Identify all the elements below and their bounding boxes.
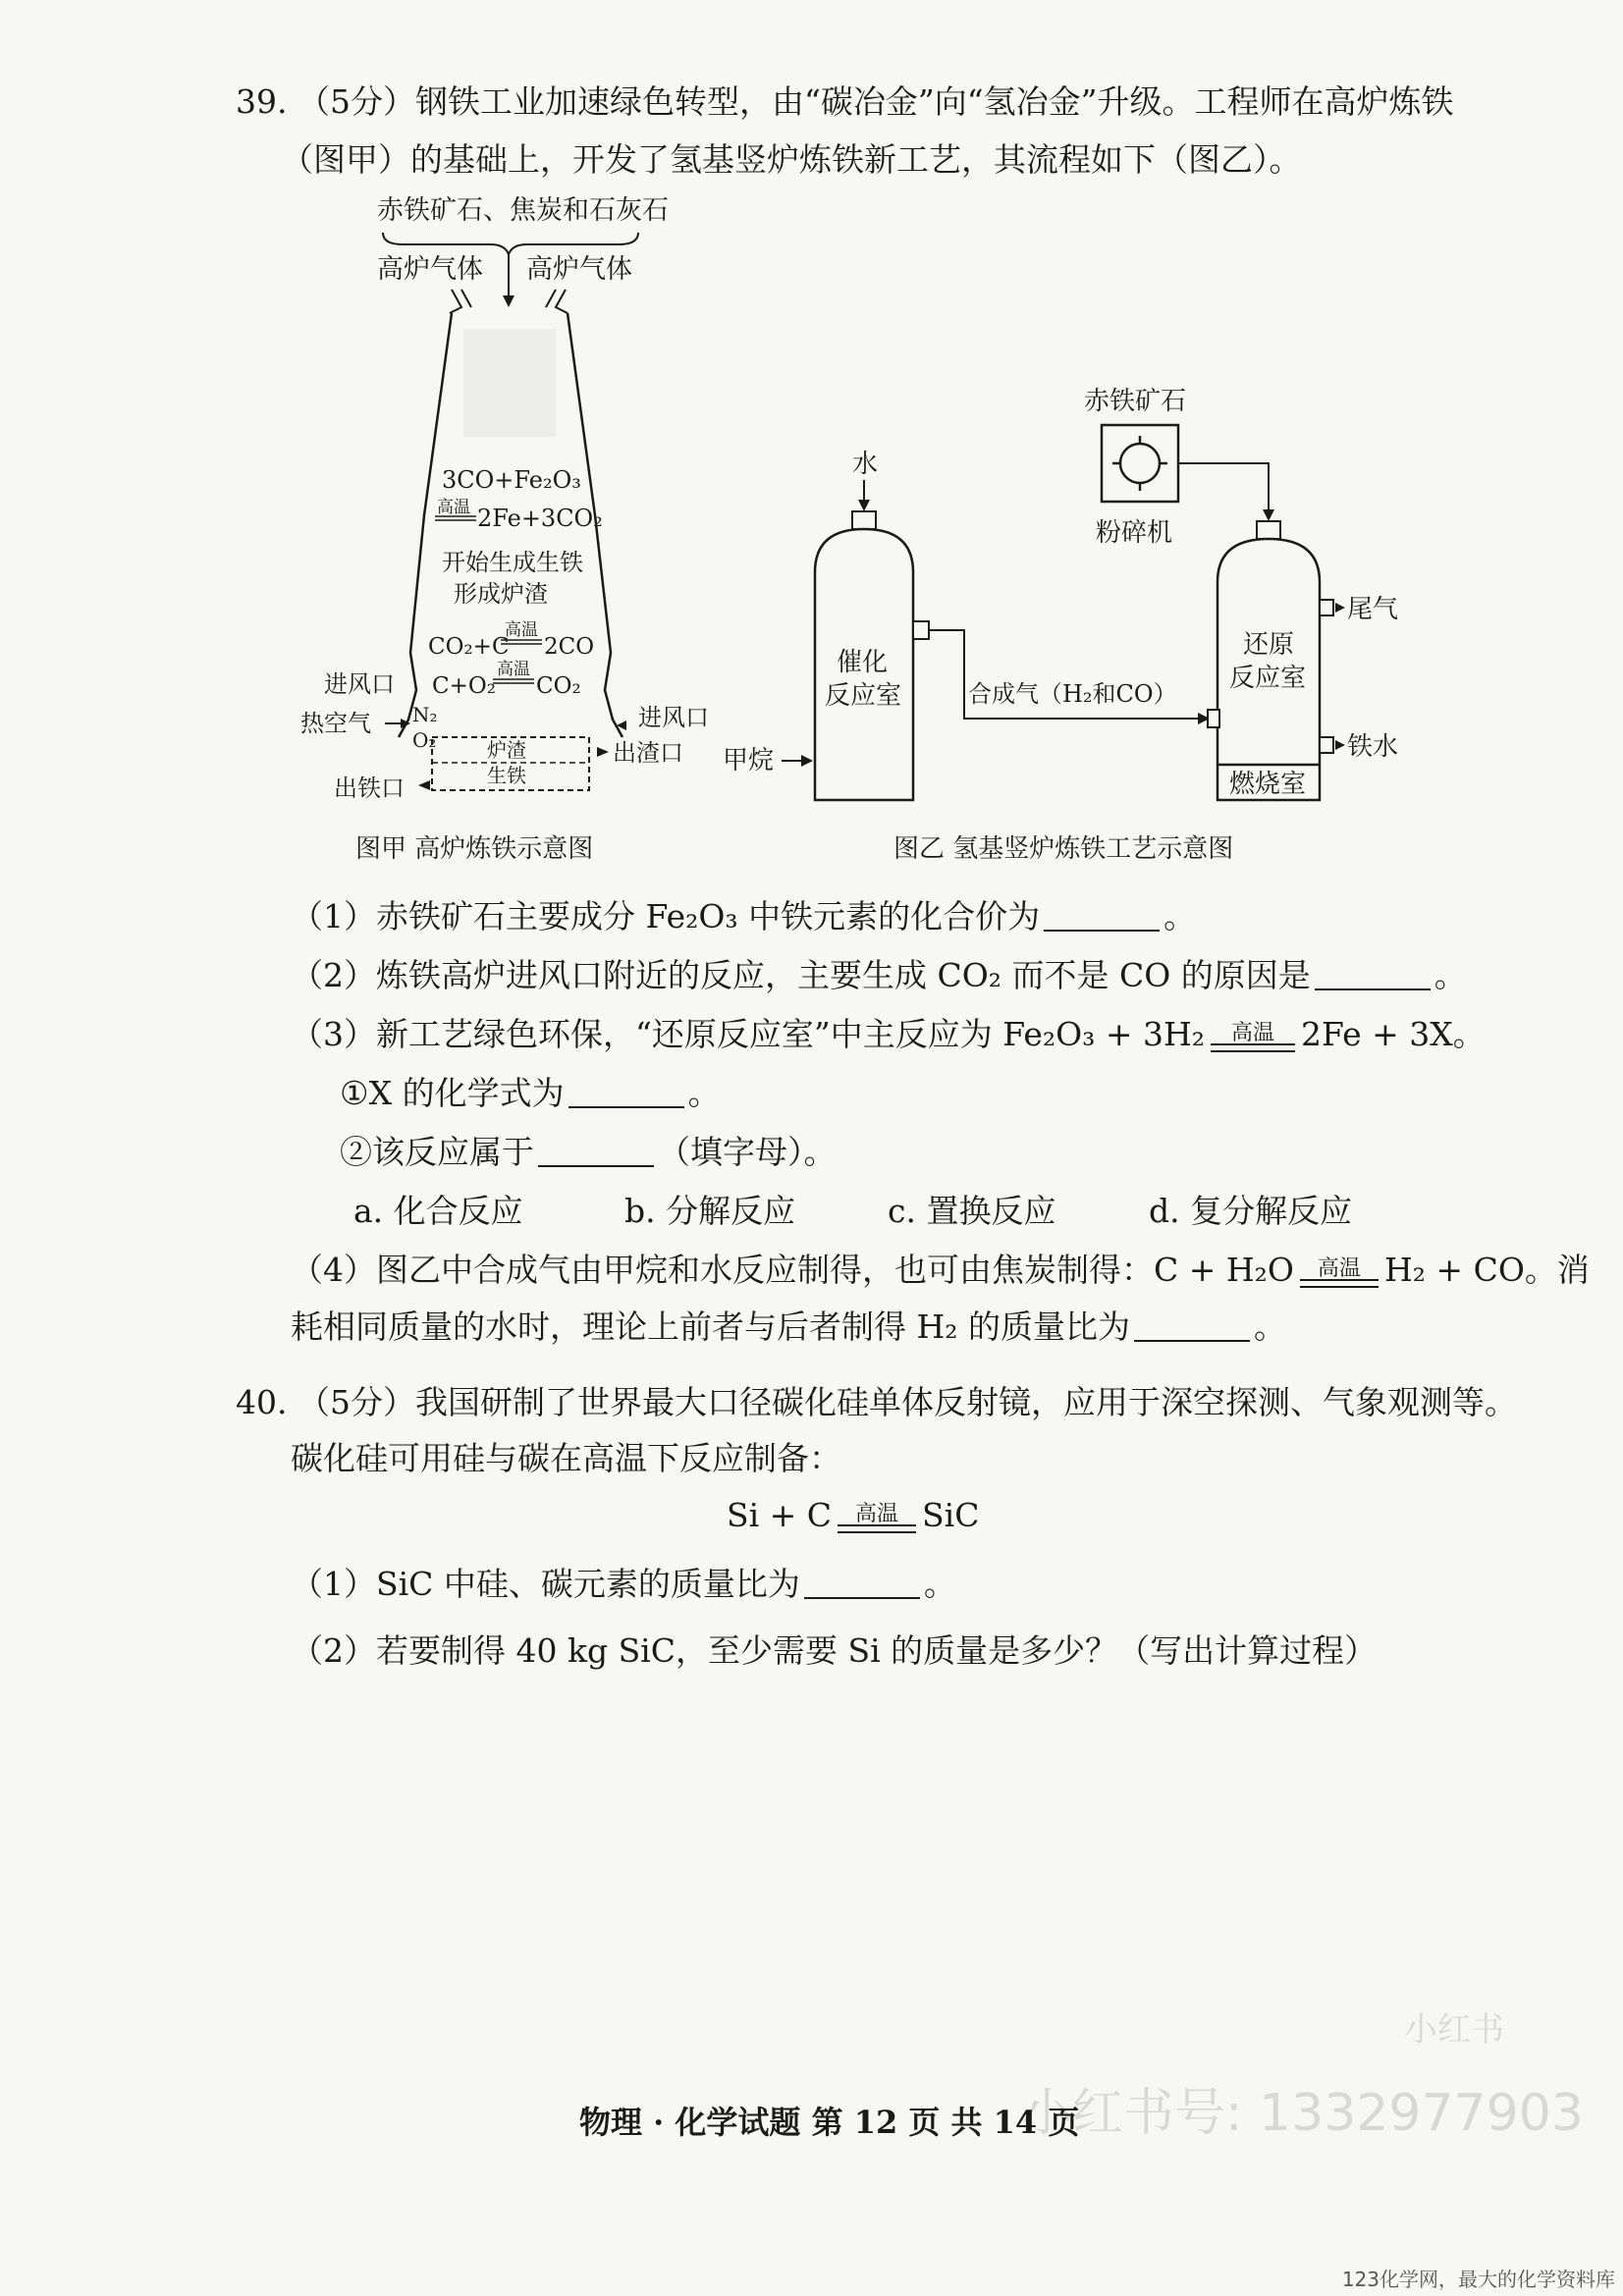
fig-a-down-arrow-head (503, 295, 514, 307)
option-c: c. 置换反应 (888, 1192, 1056, 1230)
fig-b-iron-outlet (1320, 737, 1333, 753)
fig-a-hot-air: 热空气 (300, 710, 371, 737)
q40-equation: Si + C 高温 SiC (727, 1496, 980, 1534)
fig-a-iron-out-arrowhead (418, 780, 430, 790)
fig-b-caption: 图乙 氢基竖炉炼铁工艺示意图 (893, 834, 1234, 864)
option-a: a. 化合反应 (353, 1192, 523, 1230)
fig-b-crusher-arrowhead (1263, 509, 1274, 521)
q39-sub3-condition: 高温 (1211, 1022, 1295, 1052)
q39-score: （5分） (297, 82, 415, 121)
answer-blank-40-1[interactable] (804, 1568, 920, 1599)
fig-b-crusher-to-reduce-line (1178, 463, 1269, 515)
fig-b-methane: 甲烷 (723, 746, 775, 775)
answer-blank-39-1[interactable] (1044, 900, 1160, 932)
fig-a-eq2-cond: 高温 (505, 620, 538, 640)
fig-b-reduce-nozzle (1257, 521, 1280, 539)
fig-b-water-arrowhead (858, 500, 870, 511)
fig-a-slag-out-arrowhead (597, 747, 609, 757)
q40-sub2: （2）若要制得 40 kg SiC，至少需要 Si 的质量是多少？（写出计算过程） (291, 1631, 1378, 1670)
q39-intro-line1 (236, 79, 1453, 126)
q39-sub3-2: ②该反应属于 （填字母）。 (340, 1133, 837, 1171)
q39-sub3-1: ①X 的化学式为 。 (340, 1074, 721, 1112)
fig-a-stage1: 开始生成生铁 (442, 549, 583, 576)
page-footer: 物理 · 化学试题 第 12 页 共 14 页 (579, 2104, 1080, 2141)
fig-b-molten-iron: 铁水 (1347, 732, 1399, 762)
fig-b-tail-arrowhead (1335, 603, 1345, 613)
answer-blank-39-2[interactable] (1315, 959, 1431, 990)
q39-intro-line2: （图甲）的基础上，开发了氢基竖炉炼铁新工艺，其流程如下（图乙）。 (281, 140, 1302, 179)
q39-sub4-line2: 耗相同质量的水时，理论上前者与后者制得 H₂ 的质量比为 。 (291, 1308, 1286, 1346)
fig-a-inlet-left: 进风口 (324, 670, 395, 698)
fig-a-eq2-left: CO₂+C (428, 634, 510, 660)
fig-b-crusher-label: 粉碎机 (1096, 518, 1173, 548)
fig-b-catalytic-line2: 反应室 (825, 681, 902, 711)
fig-a-stage2: 形成炉渣 (454, 580, 548, 608)
watermark-id: 小红书号: 1332977903 (1021, 2084, 1584, 2143)
fig-b-tail-outlet (1320, 600, 1333, 615)
fig-b-ore: 赤铁矿石 (1084, 387, 1187, 416)
fig-a-eq1-line1: 3CO+Fe₂O₃ (442, 466, 581, 494)
fig-a-slag-outlet: 出渣口 (613, 739, 683, 767)
option-d: d. 复分解反应 (1149, 1192, 1353, 1230)
fig-b-syngas-label: 合成气（H₂和CO） (968, 680, 1177, 708)
fig-a-gas-left: 高炉气体 (377, 254, 483, 285)
figure-b-hydrogen-furnace (707, 378, 1414, 829)
fig-b-reduce-line1: 还原 (1243, 630, 1295, 660)
fig-a-eq3-left: C+O₂ (432, 673, 496, 699)
fig-b-catalytic-line1: 催化 (837, 648, 889, 677)
fig-a-iron-outlet: 出铁口 (334, 774, 405, 802)
q40-intro-line2: 碳化硅可用硅与碳在高温下反应制备： (291, 1439, 841, 1477)
fig-a-iron-layer: 生铁 (487, 764, 526, 787)
q39-sub3: （3）新工艺绿色环保，“还原反应室”中主反应为 Fe₂O₃ + 3H₂ 高温 2Fe + 3X。 (291, 1015, 1486, 1053)
fig-b-methane-arrowhead (801, 755, 813, 767)
fig-a-eq3-cond: 高温 (497, 660, 530, 679)
fig-a-top-label: 赤铁矿石、焦炭和石灰石 (377, 195, 669, 226)
q39-intro-text1: 钢铁工业加速绿色转型，由“碳冶金”向“氢冶金”升级。工程师在高炉炼铁 (414, 82, 1454, 121)
fig-a-eq1-line2: 2Fe+3CO₂ (477, 505, 603, 532)
fig-a-o2: O₂ (412, 728, 437, 752)
fig-b-catalytic-outlet (913, 621, 929, 639)
q39-sub2: （2）炼铁高炉进风口附近的反应，主要生成 CO₂ 而不是 CO 的原因是 。 (291, 956, 1467, 994)
fig-b-tail-gas: 尾气 (1347, 595, 1399, 624)
answer-blank-39-4[interactable] (1134, 1310, 1250, 1342)
fig-b-iron-arrowhead (1335, 740, 1345, 750)
option-b: b. 分解反应 (624, 1192, 796, 1230)
answer-blank-39-3-2[interactable] (538, 1136, 654, 1167)
fig-a-gas-right: 高炉气体 (526, 254, 632, 285)
fig-b-water: 水 (852, 450, 879, 479)
fig-a-furnace-shading (463, 329, 556, 437)
fig-a-caption: 图甲 高炉炼铁示意图 (355, 834, 594, 864)
q39-sub4: （4）图乙中合成气由甲烷和水反应制得，也可由焦炭制得：C + H₂O 高温 H₂ + CO。消 (291, 1251, 1590, 1289)
fig-b-crusher-icon (1120, 444, 1160, 483)
fig-b-reduce-inlet (1208, 710, 1219, 727)
fig-a-eq2-right: 2CO (544, 634, 595, 660)
answer-blank-39-3-1[interactable] (568, 1077, 684, 1108)
q40-eq-condition: 高温 (838, 1503, 916, 1533)
fig-b-catalytic-nozzle (852, 511, 876, 529)
fig-a-eq1-cond: 高温 (437, 498, 470, 517)
fig-b-reduce-line2: 反应室 (1229, 664, 1307, 693)
fig-a-pipe-right (546, 290, 568, 313)
fig-a-pipe-left (450, 290, 471, 313)
fig-b-burn-room: 燃烧室 (1229, 770, 1307, 799)
q40-number: 40. (236, 1383, 288, 1421)
fig-a-inlet-right: 进风口 (638, 704, 709, 731)
q40-score: （5分） (297, 1383, 415, 1421)
q39-sub4-condition: 高温 (1300, 1257, 1379, 1288)
fig-a-eq3-right: CO₂ (536, 673, 581, 699)
site-credit: 123化学网，最大的化学资料库 (1341, 2268, 1615, 2291)
watermark-logo: 小红书 (1404, 2010, 1504, 2050)
fig-a-brace (383, 233, 638, 254)
q40-intro-line1: 40. （5分）我国研制了世界最大口径碳化硅单体反射镜，应用于深空探测、气象观测等。 (236, 1383, 1517, 1421)
q39-number: 39. (236, 82, 288, 121)
fig-a-n2: N₂ (412, 703, 438, 726)
q40-sub1: （1）SiC 中硅、碳元素的质量比为 。 (291, 1565, 956, 1603)
q39-sub1: （1）赤铁矿石主要成分 Fe₂O₃ 中铁元素的化合价为 。 (291, 897, 1197, 935)
fig-a-slag-layer: 炉渣 (487, 738, 526, 762)
